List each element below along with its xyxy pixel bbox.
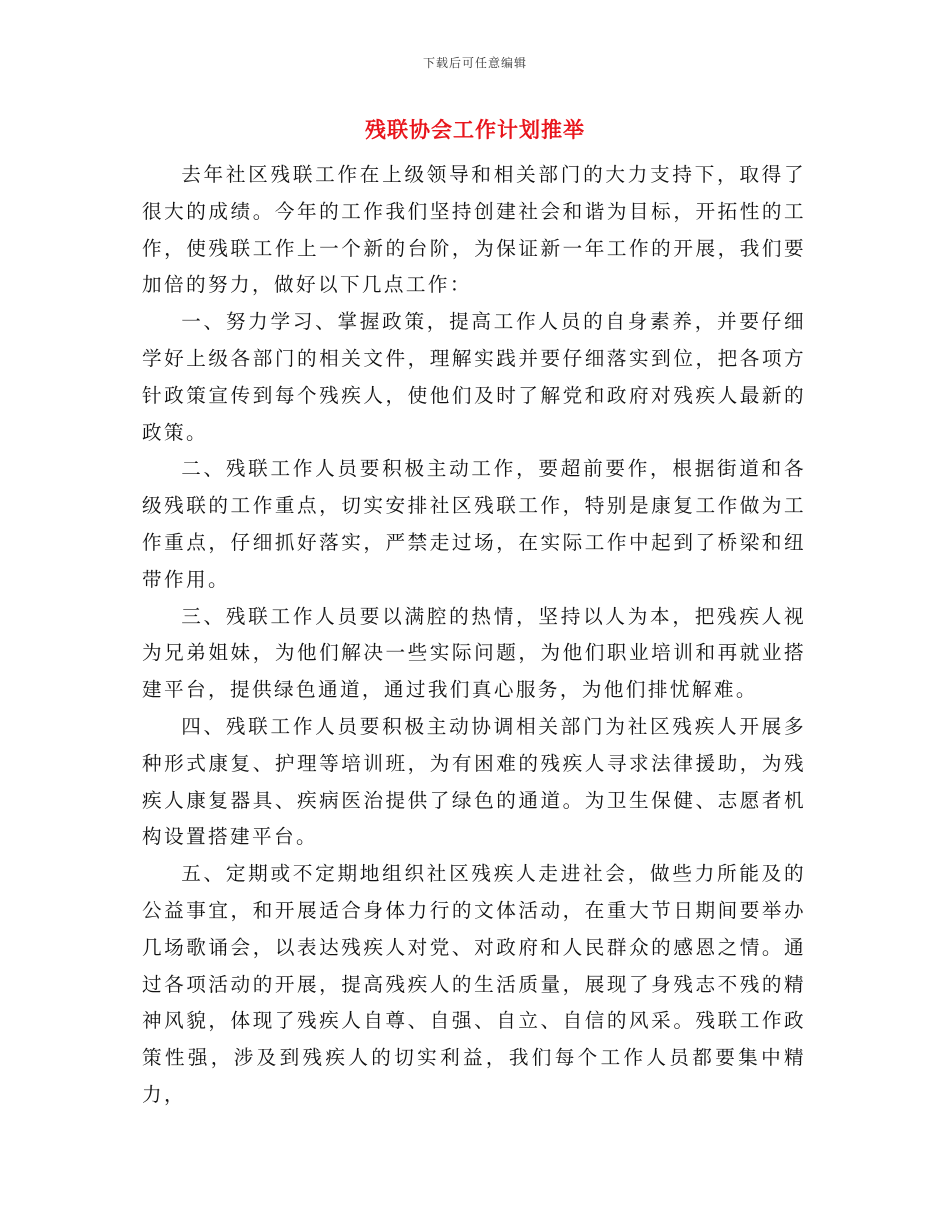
document-body — [142, 157, 806, 1114]
paragraph-item-4: 四、残联工作人员要积极主动协调相关部门为社区残疾人开展多种形式康复、护理等培训班，为有困难的残疾人寻求法律援助，为残疾人康复器具、疾病医治提供了绿色的通道。为卫生保健、志愿者机构设置搭建平台。 — [142, 714, 806, 849]
header-note: 下载后可任意编辑 — [422, 56, 527, 70]
document-title: 残联协会工作计划推举 — [365, 118, 585, 142]
paragraph-item-1: 一、努力学习、掌握政策，提高工作人员的自身素养，并要仔细学好上级各部门的相关文件，理解实践并要仔细落实到位，把各项方针政策宣传到每个残疾人，使他们及时了解党和政府对残疾人最新的政策。 — [142, 310, 806, 444]
paragraph-item-5: 五、定期或不定期地组织社区残疾人走进社会，做些力所能及的公益事宜，和开展适合身体力行的文体活动，在重大节日期间要举办几场歌诵会，以表达残疾人对党、对政府和人民群众的感恩之情。通过各项活动的开展，提高残疾人的生活质量，展现了身残志不残的精神风貌，体现了残疾人自尊、自强、自立、自信的风采。残联工作政策性强，涉及到残疾人的切实利益，我们每个工作人员都要集中精力， — [142, 862, 806, 1106]
paragraph-intro: 去年社区残联工作在上级领导和相关部门的大力支持下，取得了很大的成绩。今年的工作我们坚持创建社会和谐为目标，开拓性的工作，使残联工作上一个新的台阶，为保证新一年工作的开展，我们要加倍的努力，做好以下几点工作： — [142, 163, 806, 297]
paragraph-item-3: 三、残联工作人员要以满腔的热情，坚持以人为本，把残疾人视为兄弟姐妹，为他们解决一些实际问题，为他们职业培训和再就业搭建平台，提供绿色通道，通过我们真心服务，为他们排忧解难。 — [142, 604, 806, 702]
paragraph-item-2: 二、残联工作人员要积极主动工作，要超前要作，根据街道和各级残联的工作重点，切实安排社区残联工作，特别是康复工作做为工作重点，仔细抓好落实，严禁走过场，在实际工作中起到了桥梁和纽带作用。 — [142, 457, 806, 591]
